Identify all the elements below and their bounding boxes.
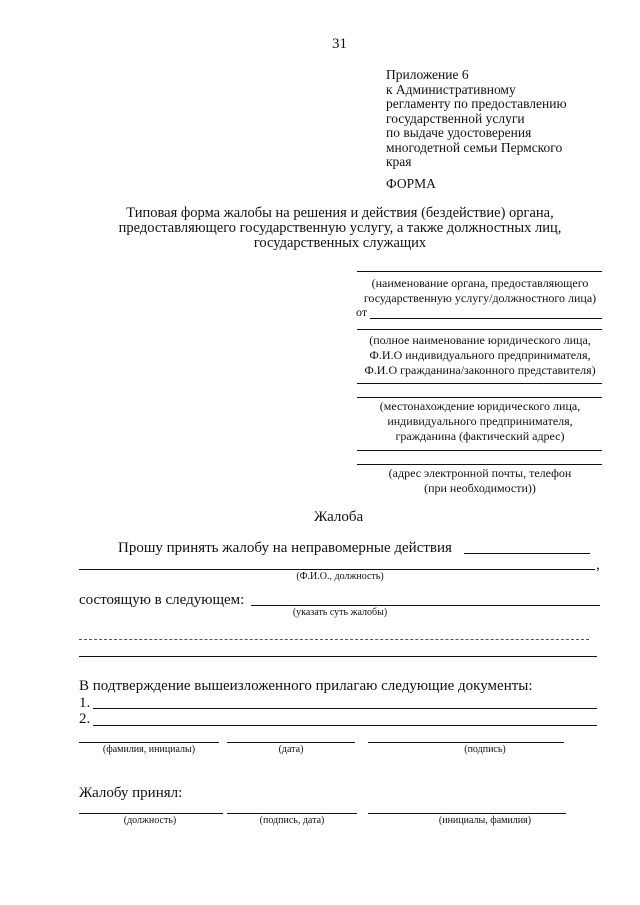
- position-line[interactable]: [79, 813, 223, 814]
- contact-caption-2: (при необходимости)): [424, 481, 536, 495]
- location-caption-3: гражданина (фактический адрес): [395, 429, 565, 443]
- from-label: от: [356, 305, 368, 319]
- comma-mark: ,: [596, 557, 600, 573]
- essence-line-2[interactable]: [79, 639, 589, 640]
- fio-caption: (Ф.И.О., должность): [296, 571, 384, 582]
- appendix-line: Приложение 6: [386, 67, 469, 82]
- surname-line[interactable]: [79, 742, 219, 743]
- position-caption: (должность): [123, 815, 177, 826]
- organ-caption-2: государственную услугу/должностного лица): [363, 291, 597, 305]
- sign-date-caption: (подпись, дата): [259, 815, 325, 826]
- request-line[interactable]: [464, 553, 590, 554]
- surname-caption: (фамилия, инициалы): [102, 744, 196, 755]
- from-line[interactable]: [370, 318, 602, 319]
- request-text: Прошу принять жалобу на неправомерные действия: [118, 540, 452, 556]
- appendix-block: [386, 68, 567, 170]
- fio-line[interactable]: [79, 569, 595, 570]
- appendix-line: регламенту по предоставлению: [386, 96, 567, 111]
- signature-line[interactable]: [368, 742, 564, 743]
- item-2-label: 2.: [79, 711, 91, 727]
- contact-line[interactable]: [357, 464, 602, 465]
- organ-name-line[interactable]: [357, 271, 602, 272]
- date-line[interactable]: [227, 742, 355, 743]
- page-number: 31: [332, 36, 347, 52]
- essence-line[interactable]: [251, 605, 600, 606]
- location-extra-line[interactable]: [357, 450, 602, 451]
- appendix-line: по выдаче удостоверения: [386, 125, 532, 140]
- applicant-extra-line[interactable]: [357, 383, 602, 384]
- signature-caption: (подпись): [464, 744, 506, 755]
- applicant-caption-1: (полное наименование юридического лица,: [369, 333, 591, 347]
- applicant-caption-3: Ф.И.О гражданина/законного представителя): [364, 363, 596, 377]
- applicant-line[interactable]: [357, 329, 602, 330]
- appendix-line: края: [386, 154, 412, 169]
- appendix-line: многодетной семьи Пермского: [386, 139, 563, 155]
- applicant-caption-2: Ф.И.О индивидуального предпринимателя,: [369, 348, 591, 362]
- location-caption-1: (местонахождение юридического лица,: [379, 399, 581, 413]
- contact-caption-1: (адрес электронной почты, телефон: [388, 466, 572, 480]
- sign-date-line[interactable]: [227, 813, 357, 814]
- initials-caption: (инициалы, фамилия): [438, 815, 532, 826]
- appendix-line: к Административному: [386, 81, 516, 97]
- essence-line-3[interactable]: [79, 656, 597, 657]
- confirm-text: В подтверждение вышеизложенного прилагаю следующие документы:: [79, 678, 533, 694]
- item-1-label: 1.: [79, 695, 91, 711]
- essence-caption: (указать суть жалобы): [292, 607, 388, 618]
- location-caption-2: индивидуального предпринимателя,: [387, 414, 573, 428]
- initials-line[interactable]: [368, 813, 566, 814]
- appendix-line: государственной услуги: [386, 110, 525, 126]
- complaint-heading: Жалоба: [314, 509, 364, 525]
- date-caption: (дата): [278, 744, 304, 755]
- document-title: Типовая форма жалобы на решения и действия (бездействие) органа, предоставляющего государственную услугу, а также должностных лиц, государственных служащих: [118, 205, 562, 251]
- organ-caption-1: (наименование органа, предоставляющего: [371, 276, 589, 290]
- accepted-label: Жалобу принял:: [79, 785, 183, 801]
- form-label: ФОРМА: [386, 176, 436, 191]
- item-1-line[interactable]: [93, 708, 597, 709]
- consisting-text: состоящую в следующем:: [79, 592, 245, 608]
- item-2-line[interactable]: [93, 725, 597, 726]
- location-line[interactable]: [357, 397, 602, 398]
